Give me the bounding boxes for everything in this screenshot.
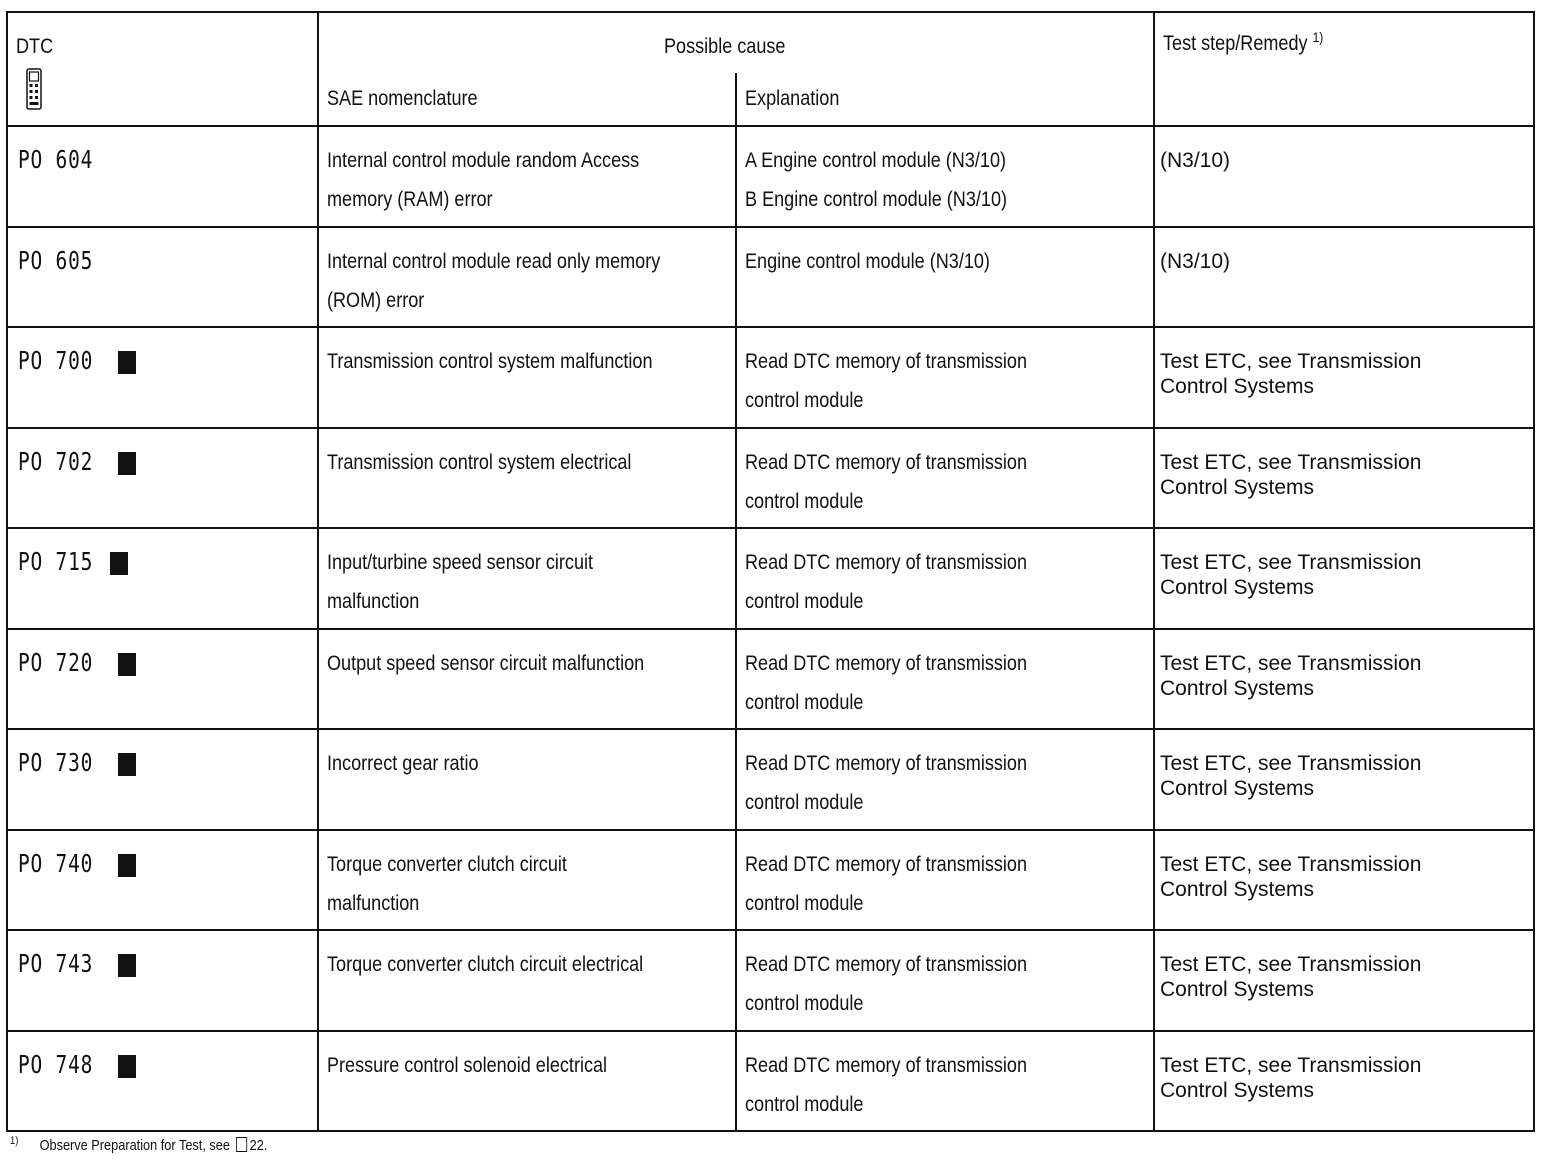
sae-line: Internal control module random Access [327,149,640,172]
sae-cell [327,543,593,621]
remedy-line: Test ETC, see Transmission [1160,350,1422,373]
explanation-line: control module [745,791,864,814]
explanation-cell [745,543,1027,621]
black-square-marker [118,1055,136,1078]
remedy-line: Control Systems [1160,576,1315,599]
remedy-line: (N3/10) [1160,149,1231,172]
footnote-marker: 1) [10,1135,19,1147]
black-square-marker [118,753,136,776]
explanation-cell [745,945,1027,1023]
dtc-code: PO 730 [18,748,94,777]
footnote [10,1135,267,1154]
sae-line: Internal control module read only memory [327,250,661,273]
remedy-line: Control Systems [1160,375,1315,398]
remedy-cell [1160,1053,1421,1103]
sae-cell [327,945,643,984]
remedy-cell [1160,148,1230,173]
black-square-marker [118,653,136,676]
sae-cell [327,644,644,683]
header-test-step-label: Test step/Remedy [1163,32,1308,55]
header-sae: SAE nomenclature [327,87,478,110]
explanation-line: Read DTC memory of transmission [745,853,1028,876]
explanation-line: Read DTC memory of transmission [745,752,1028,775]
explanation-cell [745,845,1027,923]
remedy-line: Control Systems [1160,878,1315,901]
remedy-line: Test ETC, see Transmission [1160,853,1422,876]
black-square-marker [118,854,136,877]
explanation-cell [745,242,990,281]
remedy-cell [1160,751,1421,801]
dtc-code: PO 715 [18,547,94,576]
explanation-cell [745,1046,1027,1124]
dtc-table [6,11,1535,1132]
explanation-line: control module [745,691,864,714]
explanation-line: control module [745,992,864,1015]
dtc-code: PO 700 [18,346,94,375]
hand-held-tester-icon [25,68,45,112]
dtc-code: PO 604 [18,145,94,174]
dtc-code: PO 605 [18,246,94,275]
remedy-cell [1160,651,1421,701]
header-explanation: Explanation [745,87,840,110]
explanation-line: Engine control module (N3/10) [745,250,990,273]
sae-line: Incorrect gear ratio [327,752,479,775]
remedy-line: Test ETC, see Transmission [1160,652,1422,675]
remedy-line: Control Systems [1160,677,1315,700]
footnote-text: Observe Preparation for Test, see [39,1137,230,1154]
sae-line: Transmission control system malfunction [327,350,653,373]
sae-line: Torque converter clutch circuit [327,853,567,876]
dtc-code: PO 740 [18,849,94,878]
explanation-line: control module [745,1093,864,1116]
sae-line: Transmission control system electrical [327,451,632,474]
sae-cell [327,1046,607,1085]
sae-line: malfunction [327,590,420,613]
sae-cell [327,443,631,482]
dtc-code: PO 743 [18,949,94,978]
header-test-step-note: 1) [1312,29,1324,45]
remedy-cell [1160,852,1421,902]
sae-line: Output speed sensor circuit malfunction [327,652,645,675]
explanation-line: Read DTC memory of transmission [745,1054,1028,1077]
explanation-line: Read DTC memory of transmission [745,451,1028,474]
remedy-line: Test ETC, see Transmission [1160,451,1422,474]
explanation-cell [745,644,1027,722]
col-divider [1153,13,1155,1130]
sae-line: Input/turbine speed sensor circuit [327,551,594,574]
header-possible-cause: Possible cause [664,35,786,58]
remedy-line: Control Systems [1160,1079,1315,1102]
explanation-line: control module [745,389,864,412]
remedy-line: Control Systems [1160,777,1315,800]
row-divider [8,628,1533,630]
sae-line: malfunction [327,892,420,915]
col-divider [735,73,737,1130]
page-reference-icon [236,1137,247,1152]
explanation-line: Read DTC memory of transmission [745,652,1028,675]
remedy-line: Control Systems [1160,978,1315,1001]
explanation-line: control module [745,590,864,613]
remedy-cell [1160,349,1421,399]
black-square-marker [118,954,136,977]
row-divider [8,929,1533,931]
dtc-code: PO 720 [18,648,94,677]
explanation-line: Read DTC memory of transmission [745,551,1028,574]
explanation-line: A Engine control module (N3/10) [745,149,1007,172]
explanation-cell [745,141,1007,219]
sae-line: Torque converter clutch circuit electrical [327,953,644,976]
explanation-cell [745,443,1027,521]
remedy-line: Control Systems [1160,476,1315,499]
col-divider [317,13,319,1130]
sae-cell [327,744,479,783]
header-test-step [1163,29,1323,56]
sae-cell [327,342,653,381]
sae-line: (ROM) error [327,289,425,312]
row-divider [8,326,1533,328]
sae-cell [327,242,660,320]
black-square-marker [118,351,136,374]
row-divider [8,1030,1533,1032]
remedy-line: Test ETC, see Transmission [1160,752,1422,775]
header-dtc: DTC [16,35,54,58]
remedy-line: (N3/10) [1160,250,1231,273]
row-divider [8,728,1533,730]
remedy-cell [1160,450,1421,500]
row-divider [8,829,1533,831]
explanation-line: control module [745,892,864,915]
explanation-cell [745,744,1027,822]
row-divider [8,125,1533,127]
dtc-code: PO 748 [18,1050,94,1079]
explanation-cell [745,342,1027,420]
footnote-page: 22. [249,1137,268,1154]
explanation-line: Read DTC memory of transmission [745,953,1028,976]
remedy-cell [1160,550,1421,600]
black-square-marker [110,552,128,575]
sae-line: Pressure control solenoid electrical [327,1054,608,1077]
dtc-code: PO 702 [18,447,94,476]
sae-cell [327,141,639,219]
explanation-line: control module [745,490,864,513]
remedy-line: Test ETC, see Transmission [1160,953,1422,976]
black-square-marker [118,452,136,475]
remedy-cell [1160,249,1230,274]
remedy-line: Test ETC, see Transmission [1160,1054,1422,1077]
sae-cell [327,845,567,923]
row-divider [8,527,1533,529]
sae-line: memory (RAM) error [327,188,493,211]
explanation-line: Read DTC memory of transmission [745,350,1028,373]
remedy-cell [1160,952,1421,1002]
remedy-line: Test ETC, see Transmission [1160,551,1422,574]
explanation-line: B Engine control module (N3/10) [745,188,1008,211]
row-divider [8,226,1533,228]
row-divider [8,427,1533,429]
